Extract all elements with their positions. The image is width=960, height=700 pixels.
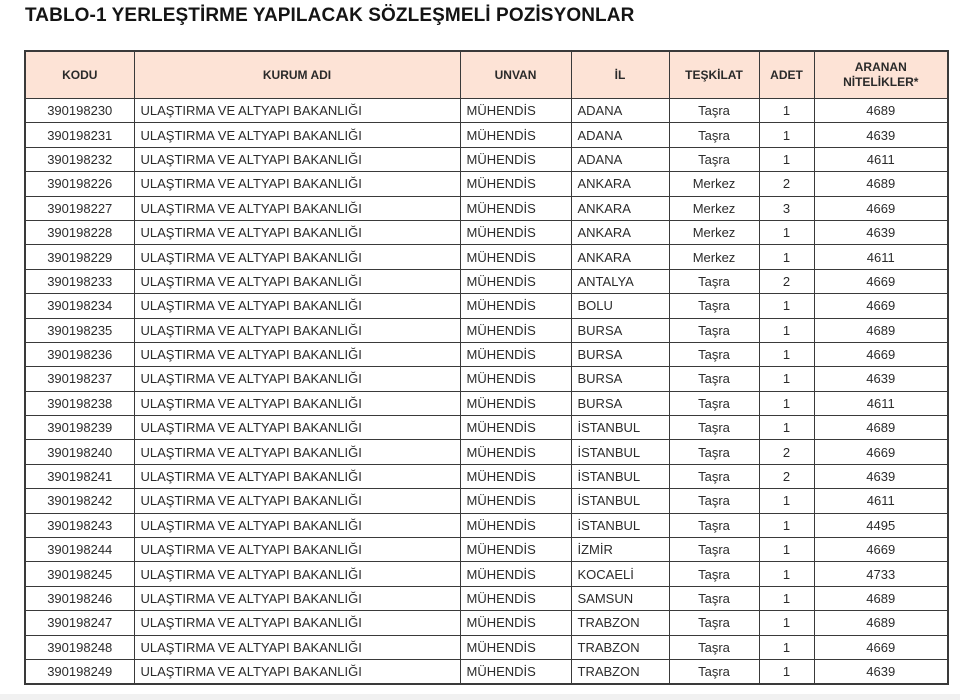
cell-unvan: MÜHENDİS: [460, 513, 571, 537]
cell-adet: 1: [759, 635, 814, 659]
cell-il: TRABZON: [571, 611, 669, 635]
cell-il: ANKARA: [571, 245, 669, 269]
cell-kurum-adi: ULAŞTIRMA VE ALTYAPI BAKANLIĞI: [134, 294, 460, 318]
cell-aranan-nitelikler: 4689: [814, 99, 948, 123]
cell-kurum-adi: ULAŞTIRMA VE ALTYAPI BAKANLIĞI: [134, 196, 460, 220]
table-row: [25, 294, 948, 318]
cell-teskilat: Merkez: [669, 245, 759, 269]
cell-kodu: 390198238: [25, 391, 134, 415]
cell-kurum-adi: ULAŞTIRMA VE ALTYAPI BAKANLIĞI: [134, 367, 460, 391]
cell-teskilat: Taşra: [669, 562, 759, 586]
cell-kodu: 390198228: [25, 220, 134, 244]
cell-aranan-nitelikler: 4669: [814, 269, 948, 293]
cell-kodu: 390198237: [25, 367, 134, 391]
cell-teskilat: Taşra: [669, 586, 759, 610]
cell-unvan: MÜHENDİS: [460, 611, 571, 635]
table-row: [25, 586, 948, 610]
cell-kurum-adi: ULAŞTIRMA VE ALTYAPI BAKANLIĞI: [134, 220, 460, 244]
cell-unvan: MÜHENDİS: [460, 562, 571, 586]
table-row: [25, 318, 948, 342]
header-kodu: KODU: [25, 51, 134, 99]
cell-il: İZMİR: [571, 538, 669, 562]
cell-il: TRABZON: [571, 659, 669, 684]
table-row: [25, 513, 948, 537]
cell-il: İSTANBUL: [571, 416, 669, 440]
cell-kurum-adi: ULAŞTIRMA VE ALTYAPI BAKANLIĞI: [134, 416, 460, 440]
cell-aranan-nitelikler: 4639: [814, 659, 948, 684]
cell-unvan: MÜHENDİS: [460, 489, 571, 513]
cell-kurum-adi: ULAŞTIRMA VE ALTYAPI BAKANLIĞI: [134, 318, 460, 342]
cell-kurum-adi: ULAŞTIRMA VE ALTYAPI BAKANLIĞI: [134, 99, 460, 123]
cell-adet: 3: [759, 196, 814, 220]
cell-aranan-nitelikler: 4669: [814, 440, 948, 464]
cell-teskilat: Taşra: [669, 635, 759, 659]
positions-table: [24, 50, 949, 685]
cell-aranan-nitelikler: 4495: [814, 513, 948, 537]
cell-kodu: 390198247: [25, 611, 134, 635]
cell-aranan-nitelikler: 4639: [814, 123, 948, 147]
cell-unvan: MÜHENDİS: [460, 269, 571, 293]
cell-kodu: 390198249: [25, 659, 134, 684]
table-body: [25, 99, 948, 685]
cell-aranan-nitelikler: 4639: [814, 464, 948, 488]
cell-aranan-nitelikler: 4689: [814, 172, 948, 196]
cell-kodu: 390198232: [25, 147, 134, 171]
cell-adet: 1: [759, 586, 814, 610]
page-title: TABLO-1 YERLEŞTİRME YAPILACAK SÖZLEŞMELİ POZİSYONLAR: [25, 5, 635, 26]
cell-il: ADANA: [571, 99, 669, 123]
cell-adet: 1: [759, 294, 814, 318]
cell-kodu: 390198244: [25, 538, 134, 562]
cell-aranan-nitelikler: 4669: [814, 342, 948, 366]
cell-aranan-nitelikler: 4639: [814, 220, 948, 244]
cell-adet: 1: [759, 391, 814, 415]
cell-kodu: 390198231: [25, 123, 134, 147]
cell-il: BURSA: [571, 367, 669, 391]
cell-unvan: MÜHENDİS: [460, 99, 571, 123]
table-row: [25, 342, 948, 366]
table-row: [25, 562, 948, 586]
cell-kodu: 390198245: [25, 562, 134, 586]
cell-il: BOLU: [571, 294, 669, 318]
cell-aranan-nitelikler: 4669: [814, 538, 948, 562]
cell-adet: 1: [759, 611, 814, 635]
cell-unvan: MÜHENDİS: [460, 196, 571, 220]
cell-teskilat: Taşra: [669, 294, 759, 318]
cell-adet: 1: [759, 562, 814, 586]
cell-unvan: MÜHENDİS: [460, 342, 571, 366]
cell-adet: 1: [759, 342, 814, 366]
cell-teskilat: Taşra: [669, 269, 759, 293]
cell-teskilat: Merkez: [669, 220, 759, 244]
cell-il: İSTANBUL: [571, 464, 669, 488]
cell-kurum-adi: ULAŞTIRMA VE ALTYAPI BAKANLIĞI: [134, 342, 460, 366]
cell-unvan: MÜHENDİS: [460, 659, 571, 684]
cell-aranan-nitelikler: 4733: [814, 562, 948, 586]
cell-kurum-adi: ULAŞTIRMA VE ALTYAPI BAKANLIĞI: [134, 269, 460, 293]
cell-unvan: MÜHENDİS: [460, 147, 571, 171]
cell-kurum-adi: ULAŞTIRMA VE ALTYAPI BAKANLIĞI: [134, 391, 460, 415]
cell-aranan-nitelikler: 4669: [814, 294, 948, 318]
table-row: [25, 635, 948, 659]
cell-il: İSTANBUL: [571, 440, 669, 464]
cell-unvan: MÜHENDİS: [460, 172, 571, 196]
cell-kurum-adi: ULAŞTIRMA VE ALTYAPI BAKANLIĞI: [134, 147, 460, 171]
cell-adet: 2: [759, 269, 814, 293]
table-row: [25, 416, 948, 440]
cell-teskilat: Taşra: [669, 440, 759, 464]
cell-adet: 1: [759, 538, 814, 562]
cell-teskilat: Taşra: [669, 611, 759, 635]
header-aranan-line2: NİTELİKLER*: [843, 75, 919, 89]
cell-aranan-nitelikler: 4689: [814, 318, 948, 342]
cell-kodu: 390198239: [25, 416, 134, 440]
cell-il: ADANA: [571, 147, 669, 171]
header-il: İL: [571, 51, 669, 99]
cell-kurum-adi: ULAŞTIRMA VE ALTYAPI BAKANLIĞI: [134, 440, 460, 464]
cell-il: ANTALYA: [571, 269, 669, 293]
cell-unvan: MÜHENDİS: [460, 635, 571, 659]
cell-unvan: MÜHENDİS: [460, 367, 571, 391]
cell-kodu: 390198230: [25, 99, 134, 123]
table-row: [25, 538, 948, 562]
cell-adet: 1: [759, 659, 814, 684]
cell-kodu: 390198229: [25, 245, 134, 269]
cell-unvan: MÜHENDİS: [460, 318, 571, 342]
cell-unvan: MÜHENDİS: [460, 440, 571, 464]
table-row: [25, 172, 948, 196]
cell-aranan-nitelikler: 4639: [814, 367, 948, 391]
cell-kurum-adi: ULAŞTIRMA VE ALTYAPI BAKANLIĞI: [134, 562, 460, 586]
cell-kurum-adi: ULAŞTIRMA VE ALTYAPI BAKANLIĞI: [134, 489, 460, 513]
cell-kurum-adi: ULAŞTIRMA VE ALTYAPI BAKANLIĞI: [134, 245, 460, 269]
cell-teskilat: Merkez: [669, 196, 759, 220]
cell-unvan: MÜHENDİS: [460, 245, 571, 269]
cell-il: BURSA: [571, 391, 669, 415]
cell-il: İSTANBUL: [571, 489, 669, 513]
cell-teskilat: Taşra: [669, 391, 759, 415]
cell-adet: 1: [759, 416, 814, 440]
cell-kodu: 390198236: [25, 342, 134, 366]
cell-adet: 1: [759, 489, 814, 513]
header-aranan-line1: ARANAN: [854, 60, 907, 74]
cell-teskilat: Taşra: [669, 489, 759, 513]
cell-kurum-adi: ULAŞTIRMA VE ALTYAPI BAKANLIĞI: [134, 123, 460, 147]
cell-adet: 1: [759, 318, 814, 342]
header-kurum-adi: KURUM ADI: [134, 51, 460, 99]
header-adet: ADET: [759, 51, 814, 99]
cell-aranan-nitelikler: 4669: [814, 196, 948, 220]
cell-teskilat: Taşra: [669, 538, 759, 562]
table-row: [25, 147, 948, 171]
cell-kodu: 390198227: [25, 196, 134, 220]
table-row: [25, 245, 948, 269]
cell-il: ANKARA: [571, 172, 669, 196]
cell-aranan-nitelikler: 4669: [814, 635, 948, 659]
cell-adet: 1: [759, 147, 814, 171]
table-row: [25, 196, 948, 220]
cell-kodu: 390198233: [25, 269, 134, 293]
cell-adet: 1: [759, 123, 814, 147]
cell-aranan-nitelikler: 4689: [814, 416, 948, 440]
cell-aranan-nitelikler: 4689: [814, 611, 948, 635]
cell-il: BURSA: [571, 318, 669, 342]
cell-adet: 1: [759, 513, 814, 537]
table-row: [25, 464, 948, 488]
cell-il: TRABZON: [571, 635, 669, 659]
cell-kodu: 390198226: [25, 172, 134, 196]
cell-kurum-adi: ULAŞTIRMA VE ALTYAPI BAKANLIĞI: [134, 464, 460, 488]
cell-kurum-adi: ULAŞTIRMA VE ALTYAPI BAKANLIĞI: [134, 538, 460, 562]
cell-kodu: 390198246: [25, 586, 134, 610]
table-row: [25, 367, 948, 391]
cell-il: İSTANBUL: [571, 513, 669, 537]
table-row: [25, 489, 948, 513]
cell-unvan: MÜHENDİS: [460, 416, 571, 440]
cell-kodu: 390198240: [25, 440, 134, 464]
cell-aranan-nitelikler: 4611: [814, 147, 948, 171]
table-row: [25, 611, 948, 635]
page-bottom-edge: [0, 694, 960, 700]
cell-teskilat: Taşra: [669, 416, 759, 440]
cell-kurum-adi: ULAŞTIRMA VE ALTYAPI BAKANLIĞI: [134, 513, 460, 537]
cell-kodu: 390198242: [25, 489, 134, 513]
header-teskilat: TEŞKİLAT: [669, 51, 759, 99]
table-row: [25, 269, 948, 293]
cell-aranan-nitelikler: 4689: [814, 586, 948, 610]
cell-unvan: MÜHENDİS: [460, 220, 571, 244]
cell-adet: 2: [759, 440, 814, 464]
cell-teskilat: Taşra: [669, 123, 759, 147]
cell-unvan: MÜHENDİS: [460, 538, 571, 562]
table-header-row: [25, 51, 948, 99]
cell-kurum-adi: ULAŞTIRMA VE ALTYAPI BAKANLIĞI: [134, 635, 460, 659]
table-row: [25, 659, 948, 684]
table-row: [25, 220, 948, 244]
cell-adet: 1: [759, 220, 814, 244]
cell-teskilat: Taşra: [669, 147, 759, 171]
cell-teskilat: Taşra: [669, 659, 759, 684]
cell-unvan: MÜHENDİS: [460, 464, 571, 488]
cell-aranan-nitelikler: 4611: [814, 391, 948, 415]
table-row: [25, 99, 948, 123]
cell-teskilat: Taşra: [669, 464, 759, 488]
header-unvan: UNVAN: [460, 51, 571, 99]
cell-kodu: 390198241: [25, 464, 134, 488]
cell-adet: 1: [759, 99, 814, 123]
cell-unvan: MÜHENDİS: [460, 123, 571, 147]
table-row: [25, 440, 948, 464]
cell-kurum-adi: ULAŞTIRMA VE ALTYAPI BAKANLIĞI: [134, 172, 460, 196]
cell-kodu: 390198248: [25, 635, 134, 659]
cell-kodu: 390198243: [25, 513, 134, 537]
cell-unvan: MÜHENDİS: [460, 586, 571, 610]
cell-adet: 1: [759, 245, 814, 269]
cell-adet: 2: [759, 464, 814, 488]
cell-adet: 2: [759, 172, 814, 196]
cell-teskilat: Taşra: [669, 318, 759, 342]
cell-aranan-nitelikler: 4611: [814, 489, 948, 513]
cell-il: BURSA: [571, 342, 669, 366]
cell-teskilat: Merkez: [669, 172, 759, 196]
cell-kurum-adi: ULAŞTIRMA VE ALTYAPI BAKANLIĞI: [134, 611, 460, 635]
cell-il: ANKARA: [571, 220, 669, 244]
cell-unvan: MÜHENDİS: [460, 391, 571, 415]
cell-kurum-adi: ULAŞTIRMA VE ALTYAPI BAKANLIĞI: [134, 586, 460, 610]
cell-adet: 1: [759, 367, 814, 391]
cell-teskilat: Taşra: [669, 99, 759, 123]
cell-teskilat: Taşra: [669, 367, 759, 391]
cell-il: ADANA: [571, 123, 669, 147]
cell-kodu: 390198234: [25, 294, 134, 318]
cell-teskilat: Taşra: [669, 513, 759, 537]
header-aranan-nitelikler: [814, 51, 948, 99]
cell-il: SAMSUN: [571, 586, 669, 610]
cell-teskilat: Taşra: [669, 342, 759, 366]
cell-aranan-nitelikler: 4611: [814, 245, 948, 269]
cell-kodu: 390198235: [25, 318, 134, 342]
cell-il: ANKARA: [571, 196, 669, 220]
cell-unvan: MÜHENDİS: [460, 294, 571, 318]
cell-kurum-adi: ULAŞTIRMA VE ALTYAPI BAKANLIĞI: [134, 659, 460, 684]
table-row: [25, 123, 948, 147]
cell-il: KOCAELİ: [571, 562, 669, 586]
table-row: [25, 391, 948, 415]
